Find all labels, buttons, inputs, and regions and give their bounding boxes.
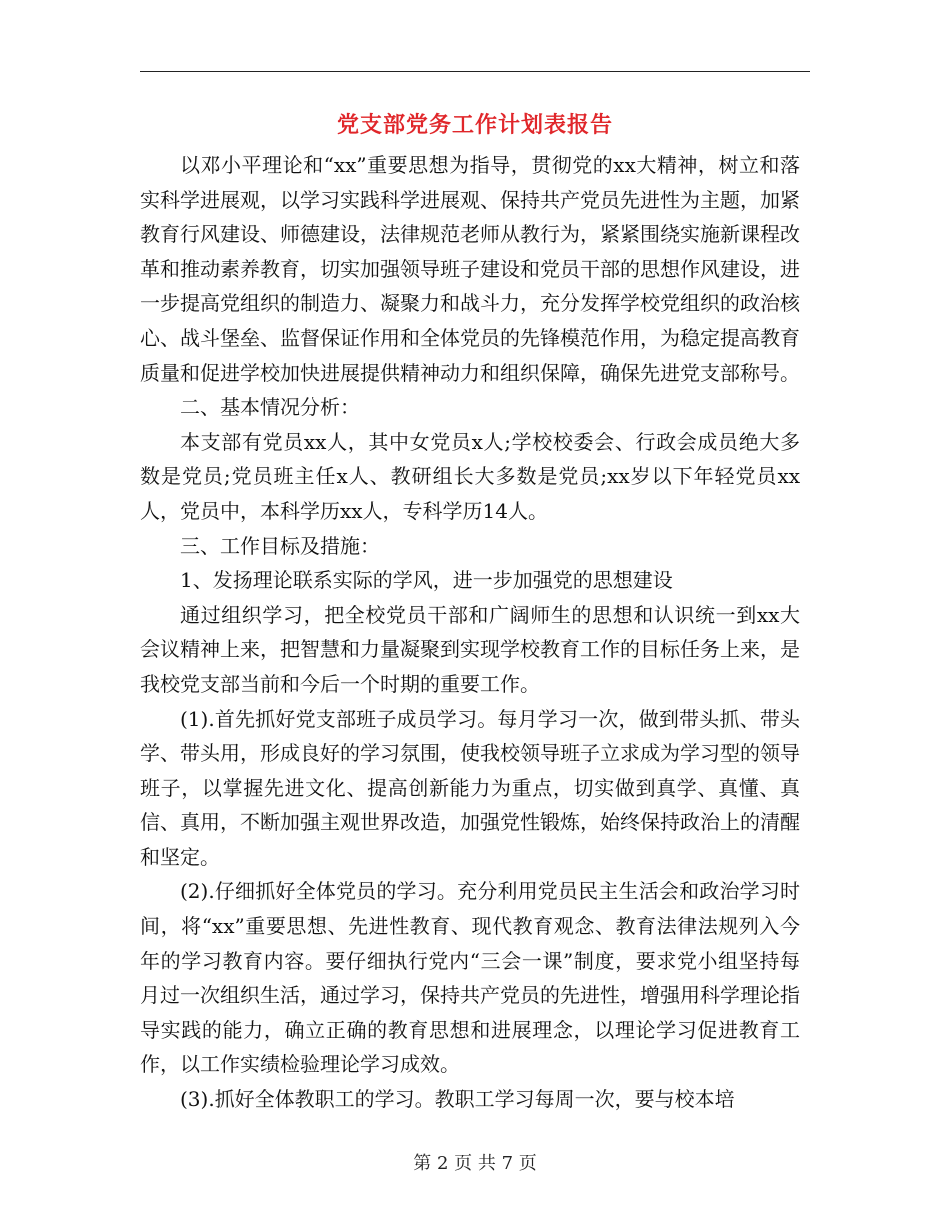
document-title: 党支部党务工作计划表报告 — [336, 112, 613, 138]
paragraph-intro: 以邓小平理论和“xx”重要思想为指导，贯彻党的xx大精神，树立和落实科学进展观，以学习实践科学进展观、保持共产党员先进性为主题，加紧教育行风建设、师德建设，法律规范老师从教行为，紧紧围绕实施新课程改革和推动素养教育，切实加强领导班子建设和党员干部的思想作风建设，进一步提高党组织的制造力、凝聚力和战斗力，充分发挥学校党组织的政治核心、战斗堡垒、监督保证作用和全体党员的先锋模范作用，为稳定提高教育质量和促进学校加快进展提供精神动力和组织保障，确保先进党支部称号。 — [140, 153, 800, 385]
document-body — [140, 148, 800, 1117]
section-heading-basic-situation: 二、基本情况分析： — [180, 395, 360, 420]
section-heading-goals-measures: 三、工作目标及措施： — [180, 533, 380, 558]
paragraph-basic-situation: 本支部有党员xx人，其中女党员x人;学校校委会、行政会成员绝大多数是党员;党员班主任x人、教研组长大多数是党员;xx岁以下年轻党员xx人，党员中，本科学历xx人，专科学历14人。 — [140, 429, 800, 523]
paragraph-item-2: (2).仔细抓好全体党员的学习。充分利用党员民主生活会和政治学习时间，将“xx”重要思想、先进性教育、现代教育观念、教育法律法规列入今年的学习教育内容。要仔细执行党内“三会一课”制度，要求党小组坚持每月过一次组织生活，通过学习，保持共产党员的先进性，增强用科学理论指导实践的能力，确立正确的教育思想和进展理念，以理论学习促进教育工作，以工作实绩检验理论学习成效。 — [140, 879, 800, 1077]
page-footer: 第 2 页 共 7 页 — [413, 1153, 537, 1174]
paragraph-item-3: (3).抓好全体教职工的学习。教职工学习每周一次，要与校本培 — [180, 1087, 735, 1112]
subheading-theory-practice: 1、发扬理论联系实际的学风，进一步加强党的思想建设 — [180, 568, 673, 593]
paragraph-organize-study: 通过组织学习，把全校党员干部和广阔师生的思想和认识统一到xx大会议精神上来，把智慧和力量凝聚到实现学校教育工作的目标任务上来，是我校党支部当前和今后一个时期的重要工作。 — [140, 602, 800, 696]
header-divider — [140, 71, 810, 72]
paragraph-item-1: (1).首先抓好党支部班子成员学习。每月学习一次，做到带头抓、带头学、带头用，形成良好的学习氛围，使我校领导班子立求成为学习型的领导班子，以掌握先进文化、提高创新能力为重点，切实做到真学、真懂、真信、真用，不断加强主观世界改造，加强党性锻炼，始终保持政治上的清醒和坚定。 — [140, 706, 800, 869]
